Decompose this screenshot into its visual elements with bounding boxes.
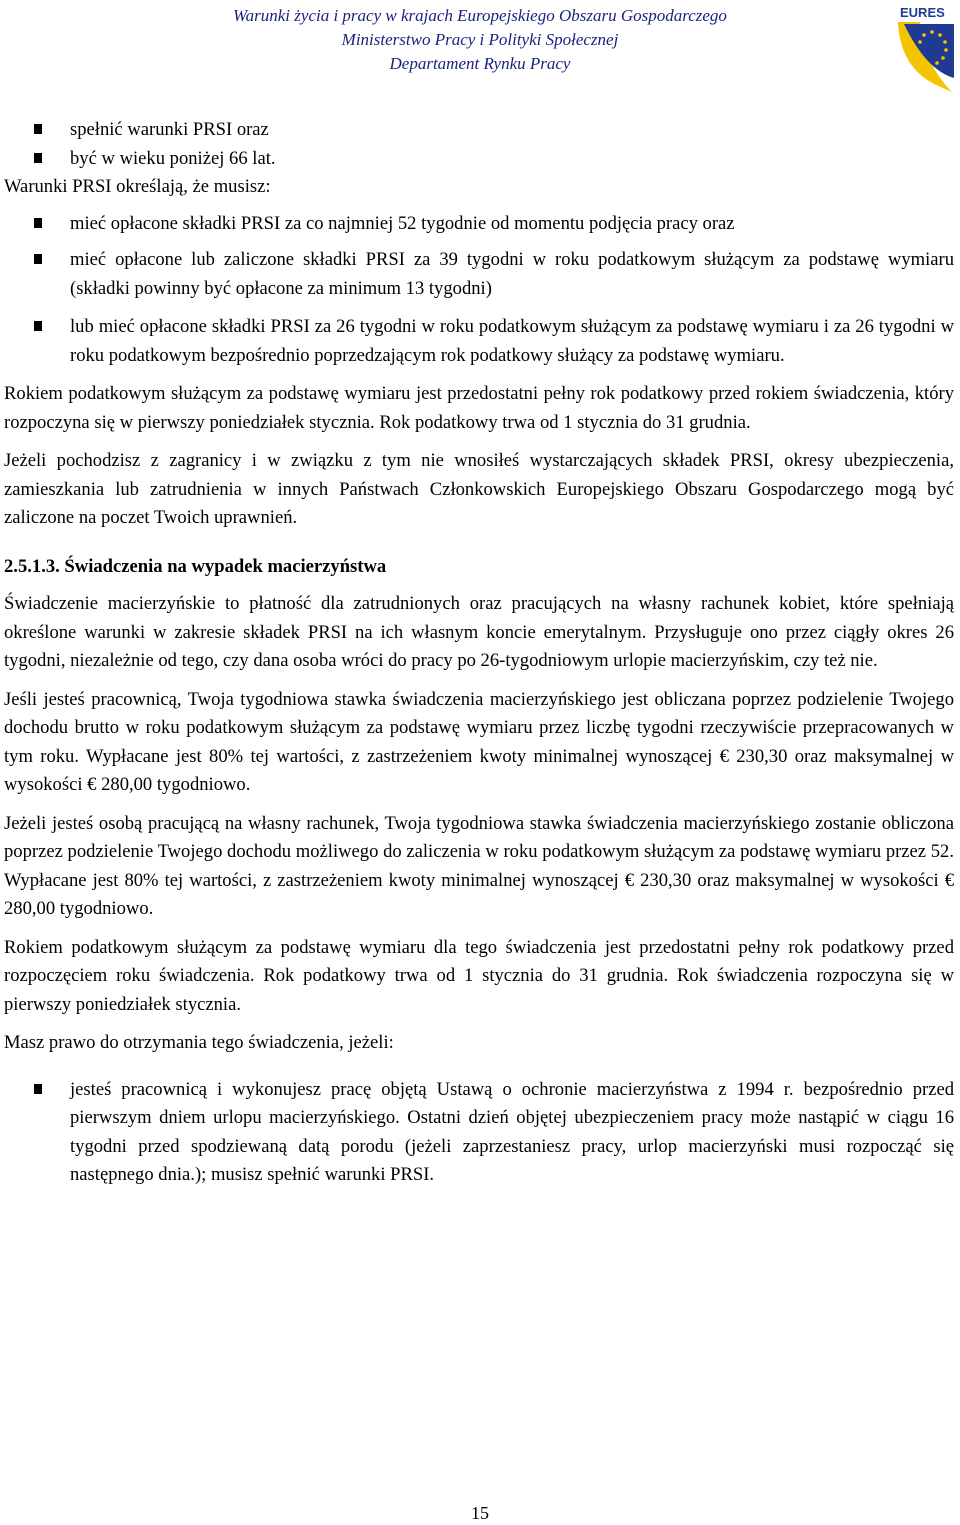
paragraph-self-employed: Jeżeli jesteś osobą pracującą na własny rachunek, Twoja tygodniowa stawka świadczenia macierzyńskiego zostanie obliczona poprzez podzielenie Twojego dochodu możliwego do zaliczenia w roku podatkowym służącym za podstawę wymiaru przez 52. Wypłacane jest 80% tej wartości, z zastrzeżeniem kwoty minimalnej wynoszącej € 230,30 oraz maksymalnej w wysokości € 280,00 tygodniowo. [4,812,954,919]
page-content [4,116,954,1190]
list-item: lub mieć opłacone składki PRSI za 26 tygodni w roku podatkowym służącym za podstawę wymiaru i za 26 tygodni w roku podatkowym bezpośrednio poprzedzającym rok podatkowy służący za podstawę wymiaru. [4,313,954,370]
bullet-list-bottom [4,1076,954,1190]
bullet-list-prsi [4,210,954,371]
bullet-icon [34,153,42,163]
header-text [0,4,960,76]
list-item: jesteś pracownicą i wykonujesz pracę objętą Ustawą o ochronie macierzyństwa z 1994 r. bezpośrednio przed pierwszym dniem urlopu macierzyńskiego. Ostatni dzień objętej ubezpieczeniem pracy może nastąpić w ciągu 16 tygodni przed spodziewaną datą porodu (jeżeli zaprzestaniesz pracy, urlop macierzyński musi rozpocząć się następnego dnia.); musisz spełnić warunki PRSI. [4,1076,954,1190]
logo-text: EURES [900,5,945,20]
bullet-icon [34,1084,42,1094]
eures-logo [894,4,960,94]
header-line-3: Departament Rynku Pracy [389,54,571,73]
list-item: mieć opłacone lub zaliczone składki PRSI za 39 tygodni w roku podatkowym służącym za podstawę wymiaru (składki powinny być opłacone za minimum 13 tygodni) [4,246,954,303]
bullet-list-top [4,116,954,173]
list-item: być w wieku poniżej 66 lat. [4,145,954,174]
section-title: 2.5.1.3. Świadczenia na wypadek macierzyństwa [4,555,387,577]
paragraph-intro: Warunki PRSI określają, że musisz: [4,176,271,197]
paragraph-tax-year: Rokiem podatkowym służącym za podstawę wymiaru jest przedostatni pełny rok podatkowy przed rokiem świadczenia, który rozpoczyna się w pierwszy poniedziałek stycznia. Rok podatkowy trwa od 1 stycznia do 31 grudnia. [4,383,954,433]
paragraph-tax-year-2: Rokiem podatkowym służącym za podstawę wymiaru dla tego świadczenia jest przedostatni pełny rok podatkowy przed rozpoczęciem roku świadczenia. Rok podatkowy trwa od 1 stycznia do 31 grudnia. Rok świadczenia rozpoczyna się w pierwszy poniedziałek stycznia. [4,936,954,1015]
bullet-icon [34,254,42,264]
header-line-2: Ministerstwo Pracy i Polityki Społecznej [341,30,619,49]
header-line-1: Warunki życia i pracy w krajach Europejskiego Obszaru Gospodarczego [233,6,727,25]
bullet-icon [34,124,42,134]
paragraph-benefit: Świadczenie macierzyńskie to płatność dla zatrudnionych oraz pracujących na własny rachunek kobiet, które spełniają określone warunki w zakresie składek PRSI na ich własnym koncie emerytalnym. Przysługuje ono przez ciągły okres 26 tygodni, niezależnie od tego, czy dana osoba wróci do pracy po 26-tygodniowym urlopie macierzyńskim, czy też nie. [4,593,954,671]
bullet-icon [34,218,42,228]
paragraph-foreign: Jeżeli pochodzisz z zagranicy i w związku z tym nie wnosiłeś wystarczających składek PRSI, okresy ubezpieczenia, zamieszkania lub zatrudnienia w innych Państwach Członkowskich Europejskiego Obszaru Gospodarczego mogą być zaliczone na poczet Twoich uprawnień. [4,450,954,528]
bullet-icon [34,321,42,331]
page-number: 15 [471,1503,489,1523]
list-item: spełnić warunki PRSI oraz [4,116,954,145]
paragraph-employee: Jeśli jesteś pracownicą, Twoja tygodniowa stawka świadczenia macierzyńskiego jest obliczana poprzez podzielenie Twojego dochodu brutto w roku podatkowym służącym za podstawę wymiaru przez liczbę tygodni rzeczywiście przepracowanych w tym roku. Wypłacane jest 80% tej wartości, z zastrzeżeniem kwoty minimalnej wynoszącej € 230,30 oraz maksymalnej w wysokości € 280,00 tygodniowo. [4,688,954,795]
paragraph-eligibility: Masz prawo do otrzymania tego świadczenia, jeżeli: [4,1032,394,1053]
page-header [0,4,960,76]
list-item: mieć opłacone składki PRSI za co najmniej 52 tygodnie od momentu podjęcia pracy oraz [4,210,954,239]
